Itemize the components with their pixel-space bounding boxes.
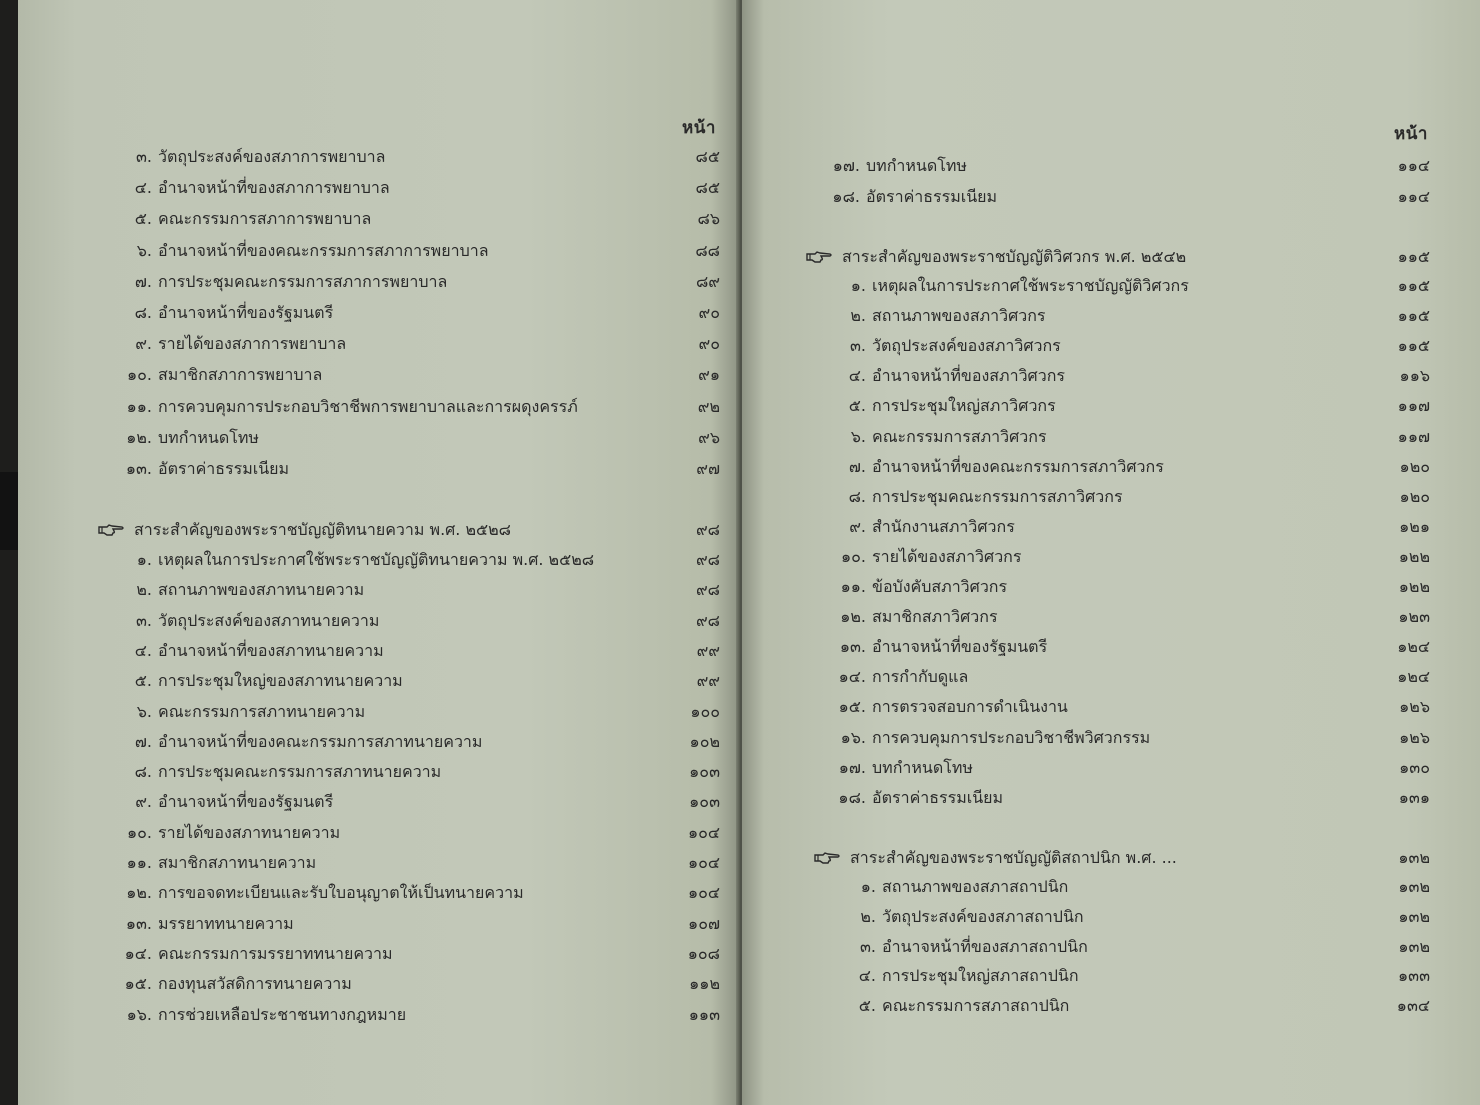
entry-page-number: ๙๘ xyxy=(695,610,720,630)
entry-page-number: ๙๖ xyxy=(698,427,720,447)
entry-page-number: ๑๒๒ xyxy=(1398,577,1430,596)
entry-number: ๘. xyxy=(134,303,152,322)
entry-page-number: ๑๒๖ xyxy=(1399,727,1430,747)
entry-number: ๑. xyxy=(860,877,876,896)
toc-entry xyxy=(830,333,1430,359)
entry-title: เหตุผลในการประกาศใช้พระราชบัญญัติวิศวกร xyxy=(872,276,1189,295)
entry-page-number: ๙๒ xyxy=(697,396,720,416)
pointing-hand-icon xyxy=(98,523,124,537)
toc-entry xyxy=(116,238,726,264)
entry-title: คณะกรรมการสภาทนายความ xyxy=(158,701,366,721)
entry-number: ๑๖. xyxy=(126,1004,152,1024)
toc-entry xyxy=(840,993,1430,1019)
entry-page-number: ๘๕ xyxy=(695,147,720,166)
section-heading-page-number: ๙๘ xyxy=(695,520,720,539)
entry-title: การประชุมใหญ่ของสภาทนายความ xyxy=(158,671,403,691)
toc-entry xyxy=(116,850,726,876)
entry-number: ๓. xyxy=(135,147,152,166)
entry-number: ๑. xyxy=(850,276,866,295)
entry-page-number: ๑๒๒ xyxy=(1398,546,1430,566)
entry-number: ๑๑. xyxy=(126,396,152,416)
toc-entry xyxy=(116,269,726,295)
entry-number: ๓. xyxy=(849,336,866,356)
entry-page-number: ๙๘ xyxy=(695,580,720,600)
entry-title: การประชุมใหญ่สภาวิศวกร xyxy=(872,396,1056,416)
entry-title: วัตถุประสงค์ของสภาทนายความ xyxy=(158,610,380,630)
toc-entry xyxy=(830,755,1430,781)
entry-title: อำนาจหน้าที่ของสภาการพยาบาล xyxy=(158,178,390,198)
section-heading xyxy=(814,845,1434,871)
entry-number: ๖. xyxy=(850,426,866,446)
entry-page-number: ๑๑๕ xyxy=(1397,336,1430,356)
toc-entry xyxy=(116,608,726,634)
entry-title: การขอจดทะเบียนและรับใบอนุญาตให้เป็นทนายความ xyxy=(158,883,524,903)
entry-number: ๑๒. xyxy=(126,883,152,903)
entry-number: ๗. xyxy=(848,456,866,476)
entry-title: การควบคุมการประกอบวิชาชีพวิศวกรรม xyxy=(872,727,1151,747)
section-heading-page-number: ๑๑๕ xyxy=(1397,247,1430,266)
entry-page-number: ๑๒๔ xyxy=(1397,637,1430,657)
toc-entry xyxy=(116,300,726,326)
entry-page-number: ๙๗ xyxy=(696,459,720,478)
entry-title: อำนาจหน้าที่ของสภาสถาปนิก xyxy=(882,936,1088,956)
entry-number: ๙. xyxy=(849,516,866,536)
entry-page-number: ๑๑๔ xyxy=(1397,187,1430,206)
section-heading xyxy=(98,517,728,543)
entry-title: อำนาจหน้าที่ของสภาทนายความ xyxy=(158,640,384,660)
entry-title: วัตถุประสงค์ของสภาการพยาบาล xyxy=(158,147,386,166)
entry-title: สมาชิกสภาการพยาบาล xyxy=(158,365,323,385)
entry-page-number: ๑๐๔ xyxy=(687,883,720,903)
entry-number: ๗. xyxy=(134,731,152,751)
entry-title: มรรยาททนายความ xyxy=(158,913,294,933)
section-heading-page-number: ๑๓๒ xyxy=(1398,848,1430,867)
entry-number: ๒. xyxy=(136,580,152,600)
section-heading xyxy=(806,244,1430,270)
entry-page-number: ๑๑๕ xyxy=(1397,276,1430,295)
toc-entry xyxy=(116,941,726,967)
entry-title: อำนาจหน้าที่ของคณะกรรมการสภาทนายความ xyxy=(158,731,483,751)
entry-page-number: ๑๐๓ xyxy=(689,792,720,812)
toc-entry xyxy=(116,362,726,388)
entry-page-number: ๑๓๐ xyxy=(1399,757,1430,777)
right-page-header: หน้า xyxy=(1394,124,1428,144)
toc-entry xyxy=(830,634,1430,660)
entry-number: ๔. xyxy=(134,640,152,660)
entry-number: ๖. xyxy=(136,701,152,721)
toc-entry xyxy=(116,331,726,357)
entry-page-number: ๑๐๔ xyxy=(687,822,720,842)
toc-entry xyxy=(116,175,726,201)
entry-number: ๑๕. xyxy=(838,697,866,717)
entry-title: อำนาจหน้าที่ของคณะกรรมการสภาการพยาบาล xyxy=(158,240,489,260)
entry-title: อำนาจหน้าที่ของรัฐมนตรี xyxy=(158,792,334,812)
pointing-hand-icon xyxy=(806,250,832,264)
entry-number: ๑๓. xyxy=(125,913,152,933)
toc-entry xyxy=(116,206,726,232)
entry-page-number: ๑๒๖ xyxy=(1399,697,1430,717)
toc-entry xyxy=(116,547,726,573)
entry-page-number: ๑๑๖ xyxy=(1399,366,1430,386)
entry-title: อำนาจหน้าที่ของคณะกรรมการสภาวิศวกร xyxy=(872,456,1164,476)
entry-title: อัตราค่าธรรมเนียม xyxy=(158,459,290,478)
entry-page-number: ๑๐๐ xyxy=(690,701,720,721)
entry-title: สถานภาพของสภาทนายความ xyxy=(158,580,365,600)
toc-entry xyxy=(116,729,726,755)
entry-title: อำนาจหน้าที่ของรัฐมนตรี xyxy=(872,637,1048,657)
entry-number: ๔. xyxy=(134,178,152,198)
toc-entry xyxy=(830,514,1430,540)
entry-title: วัตถุประสงค์ของสภาวิศวกร xyxy=(872,336,1061,356)
toc-entry xyxy=(116,911,726,937)
entry-page-number: ๑๓๒ xyxy=(1398,906,1430,926)
toc-entry xyxy=(116,668,726,694)
entry-title: รายได้ของสภาวิศวกร xyxy=(872,546,1022,566)
entry-title: อัตราค่าธรรมเนียม xyxy=(872,787,1004,807)
entry-number: ๘. xyxy=(848,486,866,506)
entry-number: ๑๒. xyxy=(840,607,866,627)
entry-page-number: ๑๒๔ xyxy=(1397,667,1430,687)
entry-page-number: ๙๐ xyxy=(698,303,720,322)
entry-page-number: ๑๑๕ xyxy=(1397,306,1430,326)
entry-page-number: ๑๒๐ xyxy=(1399,456,1430,476)
toc-entry xyxy=(830,363,1430,389)
entry-title: อำนาจหน้าที่ของสภาวิศวกร xyxy=(872,366,1065,386)
toc-entry xyxy=(830,454,1430,480)
entry-page-number: ๑๓๒ xyxy=(1398,936,1430,956)
entry-number: ๑๐. xyxy=(126,822,152,842)
entry-number: ๑๕. xyxy=(124,974,152,994)
toc-entry xyxy=(116,425,726,451)
toc-entry xyxy=(830,664,1430,690)
entry-title: บทกำหนดโทษ xyxy=(872,757,973,777)
section-heading-title: สาระสำคัญของพระราชบัญญัติวิศวกร พ.ศ. ๒๕๔๒ xyxy=(842,247,1187,266)
toc-entry xyxy=(830,544,1430,570)
toc-entry xyxy=(830,574,1430,600)
entry-page-number: ๑๒๓ xyxy=(1398,607,1430,627)
toc-entry xyxy=(116,820,726,846)
entry-number: ๑๗. xyxy=(838,757,866,777)
entry-page-number: ๙๐ xyxy=(698,334,720,354)
entry-number: ๑๔. xyxy=(838,667,866,687)
entry-page-number: ๘๘ xyxy=(695,240,720,260)
toc-entry xyxy=(830,785,1430,811)
entry-page-number: ๑๐๓ xyxy=(689,762,720,782)
section-heading-title: สาระสำคัญของพระราชบัญญัติสถาปนิก พ.ศ. ... xyxy=(850,848,1177,867)
entry-number: ๑๖. xyxy=(840,727,866,747)
entry-title: การกำกับดูแล xyxy=(872,667,969,687)
entry-number: ๑๒. xyxy=(126,427,152,447)
entry-page-number: ๑๐๔ xyxy=(687,853,720,872)
entry-title: วัตถุประสงค์ของสภาสถาปนิก xyxy=(882,906,1084,926)
entry-page-number: ๑๐๒ xyxy=(689,731,720,751)
entry-page-number: ๑๒๐ xyxy=(1399,486,1430,506)
entry-number: ๑๗. xyxy=(832,156,860,175)
toc-entry xyxy=(824,153,1430,179)
entry-title: สถานภาพของสภาวิศวกร xyxy=(872,306,1046,326)
entry-title: การประชุมคณะกรรมการสภาวิศวกร xyxy=(872,486,1123,506)
toc-entry xyxy=(116,759,726,785)
entry-title: บทกำหนดโทษ xyxy=(158,427,259,447)
entry-number: ๖. xyxy=(136,240,152,260)
toc-entry xyxy=(116,394,726,420)
pointing-hand-icon xyxy=(814,851,840,865)
entry-title: คณะกรรมการสภาการพยาบาล xyxy=(158,209,372,229)
entry-number: ๔. xyxy=(848,366,866,386)
entry-number: ๑๓. xyxy=(125,459,152,478)
toc-entry xyxy=(830,694,1430,720)
entry-page-number: ๙๘ xyxy=(695,550,720,569)
entry-number: ๘. xyxy=(134,762,152,782)
entry-number: ๓. xyxy=(859,936,876,956)
entry-number: ๑๑. xyxy=(840,577,866,596)
entry-number: ๓. xyxy=(135,610,152,630)
entry-number: ๒. xyxy=(860,906,876,926)
entry-page-number: ๑๑๗ xyxy=(1397,426,1430,446)
entry-page-number: ๙๙ xyxy=(696,671,720,691)
toc-entry xyxy=(116,577,726,603)
toc-entry xyxy=(116,1002,726,1028)
entry-title: การประชุมใหญ่สภาสถาปนิก xyxy=(882,966,1079,986)
toc-entry xyxy=(830,273,1430,299)
toc-entry xyxy=(840,934,1430,960)
entry-title: การประชุมคณะกรรมการสภาการพยาบาล xyxy=(158,271,448,291)
toc-entry xyxy=(116,456,726,482)
entry-page-number: ๑๓๒ xyxy=(1398,877,1430,896)
entry-number: ๑๓. xyxy=(839,637,866,657)
entry-title: คณะกรรมการสภาสถาปนิก xyxy=(882,996,1070,1016)
toc-entry xyxy=(840,904,1430,930)
entry-number: ๔. xyxy=(858,966,876,986)
entry-page-number: ๑๓๔ xyxy=(1396,996,1430,1016)
entry-number: ๙. xyxy=(135,792,152,812)
entry-page-number: ๑๒๑ xyxy=(1399,516,1430,536)
entry-page-number: ๑๐๘ xyxy=(687,943,720,963)
entry-number: ๗. xyxy=(134,271,152,291)
entry-title: เหตุผลในการประกาศใช้พระราชบัญญัติทนายความ พ.ศ. ๒๕๒๘ xyxy=(158,550,595,569)
entry-number: ๑. xyxy=(136,550,152,569)
entry-page-number: ๑๑๓ xyxy=(688,1004,720,1024)
toc-entry xyxy=(830,604,1430,630)
entry-number: ๕. xyxy=(848,396,866,416)
entry-page-number: ๑๐๗ xyxy=(688,913,720,933)
entry-page-number: ๑๓๑ xyxy=(1398,787,1430,807)
entry-title: อัตราค่าธรรมเนียม xyxy=(866,187,998,206)
toc-entry xyxy=(840,963,1430,989)
entry-page-number: ๘๕ xyxy=(695,178,720,198)
toc-entry xyxy=(116,638,726,664)
entry-title: การประชุมคณะกรรมการสภาทนายความ xyxy=(158,762,442,782)
entry-title: บทกำหนดโทษ xyxy=(866,156,967,175)
entry-title: สมาชิกสภาทนายความ xyxy=(158,853,317,872)
toc-entry xyxy=(116,789,726,815)
toc-entry xyxy=(830,725,1430,751)
entry-number: ๙. xyxy=(135,334,152,354)
entry-title: คณะกรรมการสภาวิศวกร xyxy=(872,426,1047,446)
entry-title: คณะกรรมการมรรยาททนายความ xyxy=(158,943,393,963)
toc-entry xyxy=(830,303,1430,329)
entry-page-number: ๙๙ xyxy=(696,640,720,660)
entry-title: สำนักงานสภาวิศวกร xyxy=(872,516,1015,536)
entry-page-number: ๑๑๔ xyxy=(1397,156,1430,175)
section-heading-title: สาระสำคัญของพระราชบัญญัติทนายความ พ.ศ. ๒๕๒๘ xyxy=(134,520,512,539)
toc-entry xyxy=(116,971,726,997)
entry-page-number: ๘๖ xyxy=(697,209,720,229)
right-page xyxy=(742,0,1480,1105)
entry-number: ๑๑. xyxy=(126,853,152,872)
entry-page-number: ๑๓๓ xyxy=(1397,966,1430,986)
entry-number: ๑๘. xyxy=(838,787,866,807)
toc-entry xyxy=(116,144,726,170)
entry-title: ข้อบังคับสภาวิศวกร xyxy=(872,577,1008,596)
entry-page-number: ๘๙ xyxy=(695,271,720,291)
toc-entry xyxy=(830,484,1430,510)
toc-entry xyxy=(116,699,726,725)
toc-entry xyxy=(830,393,1430,419)
entry-page-number: ๙๑ xyxy=(698,365,720,385)
entry-title: การควบคุมการประกอบวิชาชีพการพยาบาลและการผดุงครรภ์ xyxy=(158,396,578,416)
entry-number: ๑๔. xyxy=(124,943,152,963)
entry-page-number: ๑๑๗ xyxy=(1397,396,1430,416)
entry-number: ๑๐. xyxy=(840,546,866,566)
entry-title: สถานภาพของสภาสถาปนิก xyxy=(882,877,1069,896)
entry-number: ๕. xyxy=(134,671,152,691)
entry-number: ๑๘. xyxy=(832,187,860,206)
toc-entry xyxy=(840,874,1430,900)
left-page xyxy=(18,0,740,1105)
entry-title: รายได้ของสภาทนายความ xyxy=(158,822,341,842)
entry-title: อำนาจหน้าที่ของรัฐมนตรี xyxy=(158,303,334,322)
entry-page-number: ๑๑๒ xyxy=(689,974,720,994)
entry-number: ๒. xyxy=(850,306,866,326)
toc-entry xyxy=(824,184,1430,210)
entry-number: ๑๐. xyxy=(126,365,152,385)
toc-entry xyxy=(830,424,1430,450)
entry-title: กองทุนสวัสดิการทนายความ xyxy=(158,974,352,994)
entry-title: การตรวจสอบการดำเนินงาน xyxy=(872,697,1068,717)
toc-entry xyxy=(116,880,726,906)
left-page-header: หน้า xyxy=(682,118,716,138)
entry-title: สมาชิกสภาวิศวกร xyxy=(872,607,998,627)
entry-title: การช่วยเหลือประชาชนทางกฎหมาย xyxy=(158,1004,407,1024)
entry-number: ๕. xyxy=(858,996,876,1016)
entry-title: รายได้ของสภาการพยาบาล xyxy=(158,334,347,354)
entry-number: ๕. xyxy=(134,209,152,229)
